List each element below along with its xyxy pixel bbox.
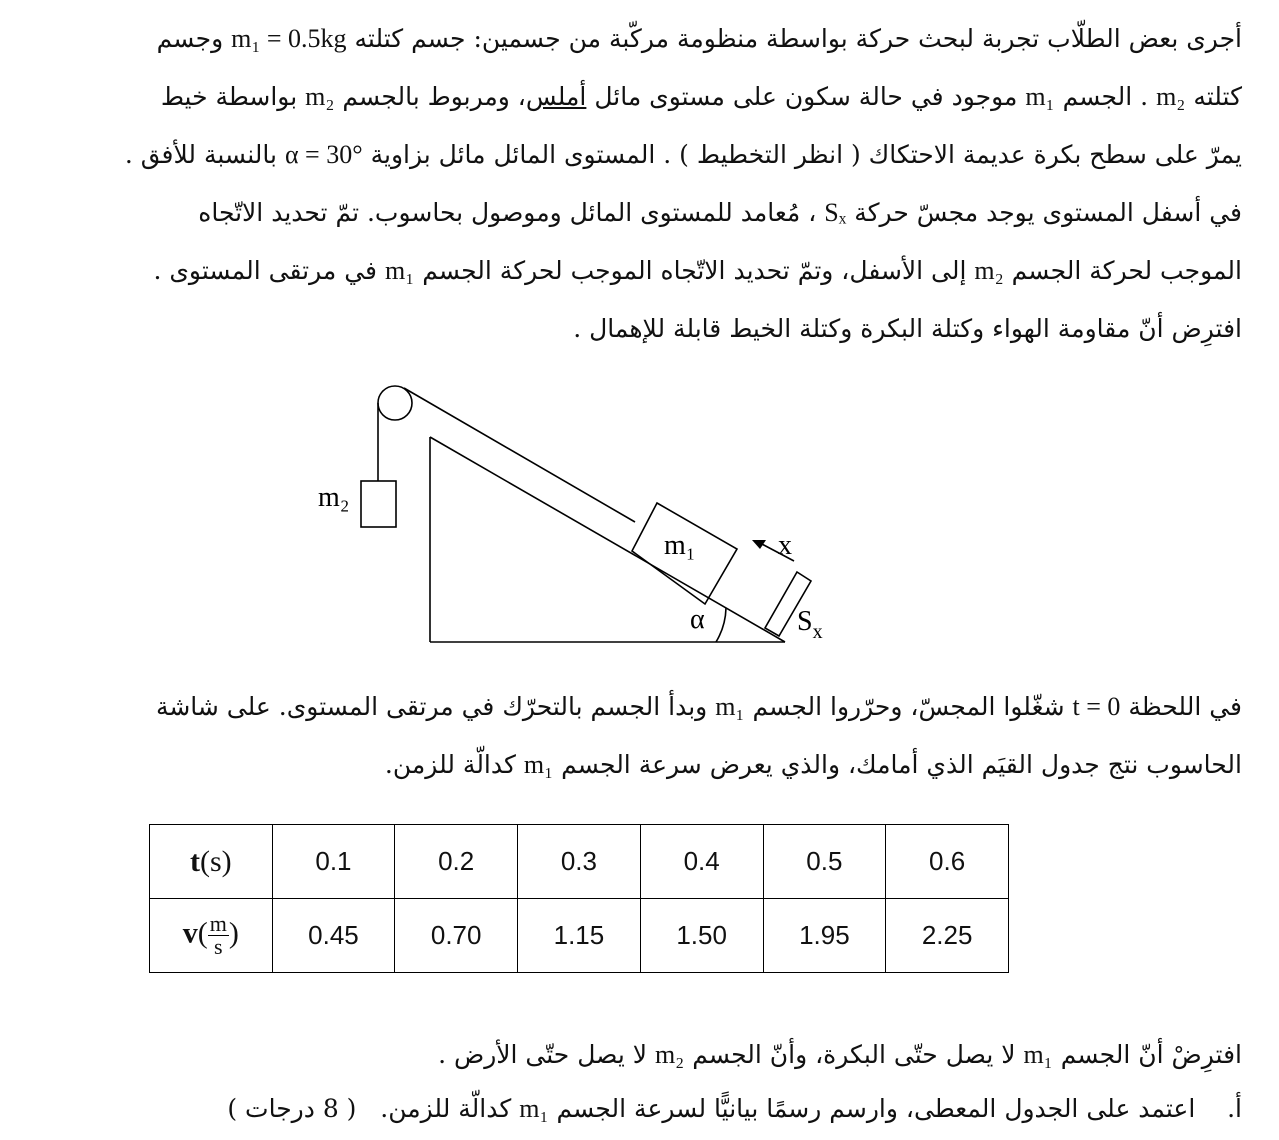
time-row <box>150 825 1009 899</box>
alpha-label: α <box>690 604 705 635</box>
final-paragraph <box>14 1028 1242 1136</box>
velocity-row <box>150 899 1009 973</box>
m1-label: m₁ <box>664 530 696 561</box>
angle-arc <box>716 608 726 642</box>
m2-label: m₂ <box>318 482 350 513</box>
question-a: أ. اعتمد على الجدول المعطى، وارسم رسمًا بيانيًّا لسرعة الجسم m₁ كدالّة للزمن. ( 8 درجات ) <box>227 1094 1242 1123</box>
middle-paragraph <box>14 678 1242 794</box>
velocity-cell: 1.15 <box>518 899 641 973</box>
velocity-cell: 2.25 <box>886 899 1009 973</box>
velocity-cell: 0.70 <box>395 899 518 973</box>
string-to-m1 <box>404 388 635 522</box>
x-label: x <box>778 530 792 561</box>
time-header: t(s) <box>150 825 273 899</box>
block-m2 <box>361 481 396 527</box>
time-cell: 0.3 <box>518 825 641 899</box>
intro-line-2: كتلته m₂ . الجسم m₁ موجود في حالة سكون على مستوى مائل أملس، ومربوط بالجسم m₂ بواسطة خيط <box>160 82 1242 111</box>
question-label: أ. <box>1227 1094 1242 1123</box>
time-cell: 0.4 <box>640 825 763 899</box>
velocity-table <box>149 824 1009 973</box>
question-points: ( 8 درجات ) <box>227 1094 357 1123</box>
sensor-label: $S_x$ <box>797 606 823 643</box>
intro-line-3: يمرّ على سطح بكرة عديمة الاحتكاك ( انظر التخطيط ) . المستوى المائل مائل بزاوية α = 30° بالنسبة للأفق . <box>124 140 1242 169</box>
incline-hypotenuse <box>430 437 785 642</box>
velocity-unit-fraction: $\frac{m}{s}$ <box>209 911 227 959</box>
time-cell: 0.1 <box>272 825 395 899</box>
velocity-header: v( $\frac{m}{s}$ ) <box>150 899 273 973</box>
middle-line-1: في اللحظة t = 0 شغّلوا المجسّ، وحرّروا الجسم m₁ وبدأ الجسم بالتحرّك في مرتقى المستوى. على شاشة <box>155 692 1242 721</box>
time-cell: 0.6 <box>886 825 1009 899</box>
intro-line-6: افترِض أنّ مقاومة الهواء وكتلة البكرة وكتلة الخيط قابلة للإهمال . <box>573 314 1242 343</box>
time-cell: 0.5 <box>763 825 886 899</box>
velocity-cell: 0.45 <box>272 899 395 973</box>
velocity-cell: 1.95 <box>763 899 886 973</box>
intro-line-4: في أسفل المستوى يوجد مجسّ حركة Sₓ ، مُعامد للمستوى المائل وموصول بحاسوب. تمّ تحديد الاتّجاه <box>198 198 1242 227</box>
intro-line-1: أجرى بعض الطلّاب تجربة لبحث حركة بواسطة منظومة مركّبة من جسمين: جسم كتلته m₁ = 0.5kg وجسم <box>156 24 1242 53</box>
time-cell: 0.2 <box>395 825 518 899</box>
pulley <box>378 386 412 420</box>
velocity-cell: 1.50 <box>640 899 763 973</box>
assumption-line: افترِضْ أنّ الجسم m₁ لا يصل حتّى البكرة، وأنّ الجسم m₂ لا يصل حتّى الأرض . <box>438 1040 1242 1069</box>
intro-line-5: الموجب لحركة الجسم m₂ إلى الأسفل، وتمّ تحديد الاتّجاه الموجب لحركة الجسم m₁ في مرتقى المستوى . <box>153 256 1242 285</box>
middle-line-2: الحاسوب نتج جدول القيَم الذي أمامك، والذي يعرض سرعة الجسم m₁ كدالّة للزمن. <box>384 750 1242 779</box>
